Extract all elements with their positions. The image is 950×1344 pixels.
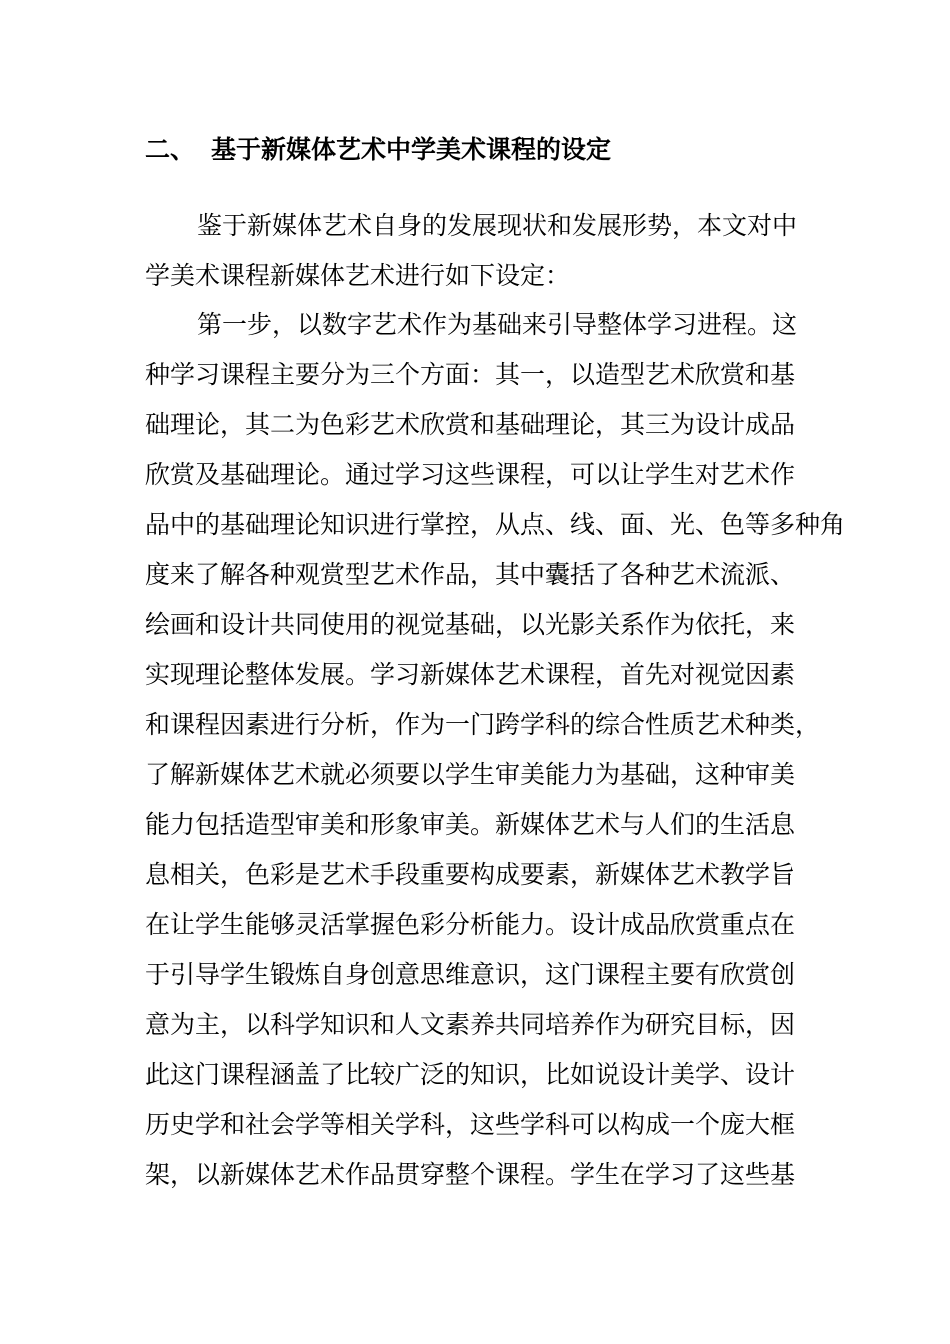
paragraph-line: 品中的基础理论知识进行掌控，从点、线、面、光、色等多种角 [145, 510, 846, 539]
paragraph-line: 和课程因素进行分析，作为一门跨学科的综合性质艺术种类， [145, 710, 821, 739]
paragraph-line: 绘画和设计共同使用的视觉基础，以光影关系作为依托，来 [145, 610, 796, 639]
paragraph-line: 欣赏及基础理论。通过学习这些课程，可以让学生对艺术作 [145, 460, 796, 489]
paragraph-line: 础理论，其二为色彩艺术欣赏和基础理论，其三为设计成品 [145, 410, 796, 439]
paragraph-line: 能力包括造型审美和形象审美。新媒体艺术与人们的生活息 [145, 810, 796, 839]
paragraph-line: 学美术课程新媒体艺术进行如下设定： [145, 261, 571, 290]
paragraph-line: 实现理论整体发展。学习新媒体艺术课程，首先对视觉因素 [145, 660, 796, 689]
paragraph-line: 息相关，色彩是艺术手段重要构成要素，新媒体艺术教学旨 [145, 860, 796, 889]
paragraph-line: 鉴于新媒体艺术自身的发展现状和发展形势，本文对中 [197, 211, 798, 240]
paragraph-line: 度来了解各种观赏型艺术作品，其中囊括了各种艺术流派、 [145, 560, 796, 589]
paragraph-line: 意为主，以科学知识和人文素养共同培养作为研究目标，因 [145, 1010, 796, 1039]
section-title: 基于新媒体艺术中学美术课程的设定 [211, 135, 612, 164]
paragraph-line: 了解新媒体艺术就必须要以学生审美能力为基础，这种审美 [145, 760, 796, 789]
paragraph-line: 第一步，以数字艺术作为基础来引导整体学习进程。这 [197, 310, 798, 339]
paragraph-line: 于引导学生锻炼自身创意思维意识，这门课程主要有欣赏创 [145, 960, 796, 989]
paragraph-line: 在让学生能够灵活掌握色彩分析能力。设计成品欣赏重点在 [145, 910, 796, 939]
paragraph-line: 此这门课程涵盖了比较广泛的知识，比如说设计美学、设计 [145, 1060, 796, 1089]
section-heading [145, 128, 825, 172]
paragraph-line: 历史学和社会学等相关学科，这些学科可以构成一个庞大框 [145, 1110, 796, 1139]
paragraph-line: 架，以新媒体艺术作品贯穿整个课程。学生在学习了这些基 [145, 1160, 796, 1189]
paragraph-line: 种学习课程主要分为三个方面：其一，以造型艺术欣赏和基 [145, 360, 796, 389]
section-number: 二、 [145, 135, 196, 164]
